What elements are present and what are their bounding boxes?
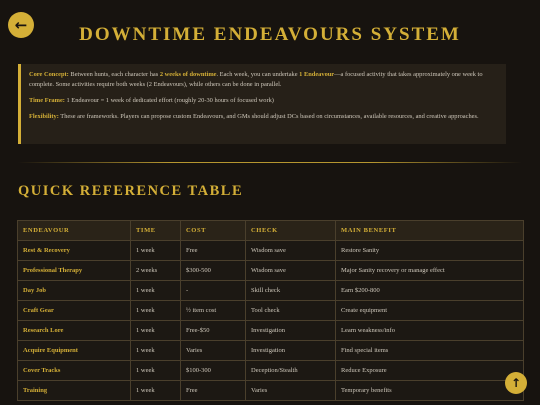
scroll-top-button[interactable] xyxy=(505,372,527,394)
cell-time: 1 week xyxy=(131,241,181,261)
table-row xyxy=(18,241,524,261)
cell-endeavour: Training xyxy=(18,381,131,401)
cell-benefit: Restore Sanity xyxy=(336,241,524,261)
cell-cost: Free xyxy=(181,241,246,261)
flexibility: Flexibility: These are frameworks. Players can propose custom Endeavours, and GMs should adjust DCs based on circumstances, available resources, and creative approaches. xyxy=(29,112,479,120)
core-concept: Core Concept: Between hunts, each character has 2 weeks of downtime. Each week, you can undertake 1 Endeavour—a focused activity that takes approximately one week to complete. Some activities require both weeks (2 Endeavours), while others can be done in parallel. xyxy=(29,71,483,88)
table-row xyxy=(18,361,524,381)
cell-endeavour: Research Lore xyxy=(18,321,131,341)
table-row xyxy=(18,281,524,301)
cell-time: 1 week xyxy=(131,361,181,381)
endeavour-highlight: 1 Endeavour xyxy=(299,71,335,78)
cell-cost: Free xyxy=(181,381,246,401)
cell-check: Deception/Stealth xyxy=(246,361,336,381)
cell-time: 1 week xyxy=(131,381,181,401)
flexibility-label: Flexibility: xyxy=(29,112,59,120)
cell-benefit: Reduce Exposure xyxy=(336,361,524,381)
cell-benefit: Temporary benefits xyxy=(336,381,524,401)
cell-check: Wisdom save xyxy=(246,241,336,261)
cell-time: 1 week xyxy=(131,301,181,321)
table-row xyxy=(18,381,524,401)
page-title: DOWNTIME ENDEAVOURS SYSTEM xyxy=(79,24,461,45)
arrow-up-icon: ↑ xyxy=(510,376,522,390)
core-concept-label: Core Concept: xyxy=(29,71,69,78)
quick-reference-table xyxy=(17,220,524,401)
cell-cost: $300-500 xyxy=(181,261,246,281)
cell-time: 1 week xyxy=(131,321,181,341)
cell-endeavour: Day Job xyxy=(18,281,131,301)
cell-endeavour: Rest & Recovery xyxy=(18,241,131,261)
section-divider xyxy=(18,162,522,163)
intro-panel xyxy=(18,64,506,144)
cell-cost: Free-$50 xyxy=(181,321,246,341)
table-row xyxy=(18,321,524,341)
cell-cost: Varies xyxy=(181,341,246,361)
time-frame-label: Time Frame: xyxy=(29,96,65,104)
cell-endeavour: Craft Gear xyxy=(18,301,131,321)
header-time: TIME xyxy=(131,221,181,241)
table-row xyxy=(18,341,524,361)
cell-cost: - xyxy=(181,281,246,301)
table-row xyxy=(18,261,524,281)
cell-benefit: Learn weakness/info xyxy=(336,321,524,341)
cell-endeavour: Acquire Equipment xyxy=(18,341,131,361)
cell-endeavour: Professional Therapy xyxy=(18,261,131,281)
header-endeavour: ENDEAVOUR xyxy=(18,221,131,241)
section-title: QUICK REFERENCE TABLE xyxy=(18,183,244,199)
cell-check: Tool check xyxy=(246,301,336,321)
header-cost: COST xyxy=(181,221,246,241)
cell-time: 2 weeks xyxy=(131,261,181,281)
cell-benefit: Earn $200-800 xyxy=(336,281,524,301)
header-main-benefit: MAIN BENEFIT xyxy=(336,221,524,241)
downtime-highlight: 2 weeks of downtime xyxy=(159,71,217,78)
cell-endeavour: Cover Tracks xyxy=(18,361,131,381)
cell-time: 1 week xyxy=(131,341,181,361)
time-frame: Time Frame: 1 Endeavour = 1 week of dedicated effort (roughly 20-30 hours of focused work) xyxy=(29,96,274,104)
table-row xyxy=(18,301,524,321)
table-header-row xyxy=(18,221,524,241)
cell-cost: $100-300 xyxy=(181,361,246,381)
cell-cost: ½ item cost xyxy=(181,301,246,321)
cell-check: Wisdom save xyxy=(246,261,336,281)
cell-check: Investigation xyxy=(246,321,336,341)
cell-benefit: Major Sanity recovery or manage effect xyxy=(336,261,524,281)
cell-check: Investigation xyxy=(246,341,336,361)
cell-time: 1 week xyxy=(131,281,181,301)
cell-benefit: Create equipment xyxy=(336,301,524,321)
cell-check: Varies xyxy=(246,381,336,401)
cell-check: Skill check xyxy=(246,281,336,301)
cell-benefit: Find special items xyxy=(336,341,524,361)
arrow-left-icon: ← xyxy=(14,15,28,34)
header-check: CHECK xyxy=(246,221,336,241)
